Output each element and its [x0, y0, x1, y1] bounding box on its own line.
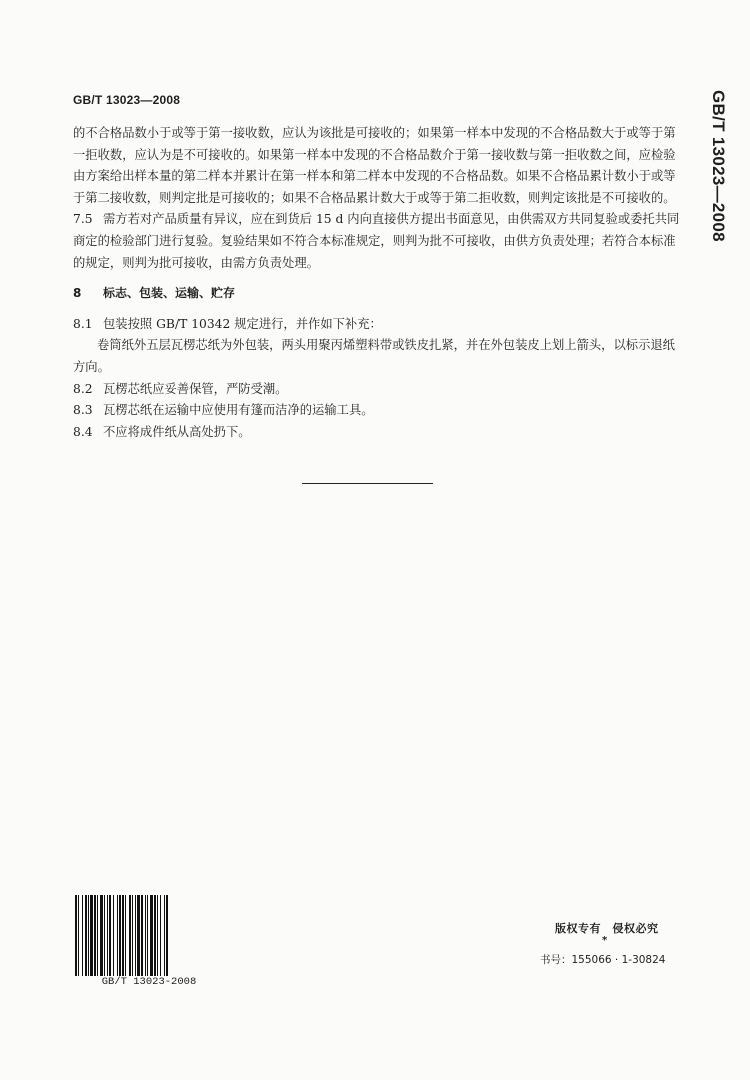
clause-8-1-detail: 卷筒纸外五层瓦楞芯纸为外包装，两头用聚丙烯塑料带或铁皮扎紧，并在外包装皮上划上箭头，以标示退纸方向。: [73, 338, 675, 374]
clause-7-5: [73, 209, 683, 274]
copyright-notice: 版权专有 侵权必究: [555, 922, 659, 935]
clause-number: 7.5: [73, 212, 93, 227]
clause-text: 不应将成件纸从高处扔下。: [103, 424, 251, 439]
paragraph-continued: 的不合格品数小于或等于第一接收数，应认为该批是可接收的；如果第一样本中发现的不合格品数大于或等于第一拒收数，应认为是不可接收的。如果第一样本中发现的不合格品数介于第一接收数与第一拒收数之间，应检验由方案给出样本量的第二样本并累计在第一样本和第二样本中发现的不合格品数。如果不合格品累计数小于或等于第二接收数，则判定批是可接收的；如果不合格品累计数大于或等于第二拒收数，则判定该批是不可接收的。: [73, 126, 676, 205]
standard-code-header: GB/T 13023—2008: [73, 93, 181, 107]
clause-8-1: [73, 314, 683, 336]
section-8-heading: [73, 283, 683, 305]
clause-number: 8.4: [73, 424, 93, 439]
clause-number: 8.2: [73, 381, 93, 396]
document-body: [73, 123, 683, 443]
book-number: 书号：155066 · 1-30824: [540, 954, 666, 966]
clause-number: 8.3: [73, 403, 93, 418]
star-mark: *: [602, 935, 608, 946]
barcode: [73, 895, 225, 990]
clause-text: 瓦楞芯纸在运输中应使用有篷而洁净的运输工具。: [103, 403, 374, 418]
standard-code-side-tab: GB/T 13023—2008: [709, 90, 728, 242]
clause-number: 8.1: [73, 316, 93, 331]
section-number: 8: [73, 286, 82, 301]
end-divider: [302, 483, 433, 484]
clause-text: 包装按照 GB/T 10342 规定进行，并作如下补充：: [103, 316, 382, 331]
barcode-label: GB/T 13023-2008: [73, 976, 225, 988]
clause-text: 需方若对产品质量有异议，应在到货后 15 d 内向直接供方提出书面意见，由供需双方共同复验或委托共同商定的检验部门进行复验。复验结果如不符合本标准规定，则判为批不可接收，由供方负责处理；若符合本标准的规定，则判为批可接收，由需方负责处理。: [73, 212, 680, 270]
clause-8-2: [73, 379, 683, 401]
section-title: 标志、包装、运输、贮存: [103, 286, 236, 301]
clause-text: 瓦楞芯纸应妥善保管，严防受潮。: [103, 381, 288, 396]
clause-8-3: [73, 400, 683, 422]
clause-8-4: [73, 422, 683, 444]
barcode-image: [73, 895, 225, 979]
